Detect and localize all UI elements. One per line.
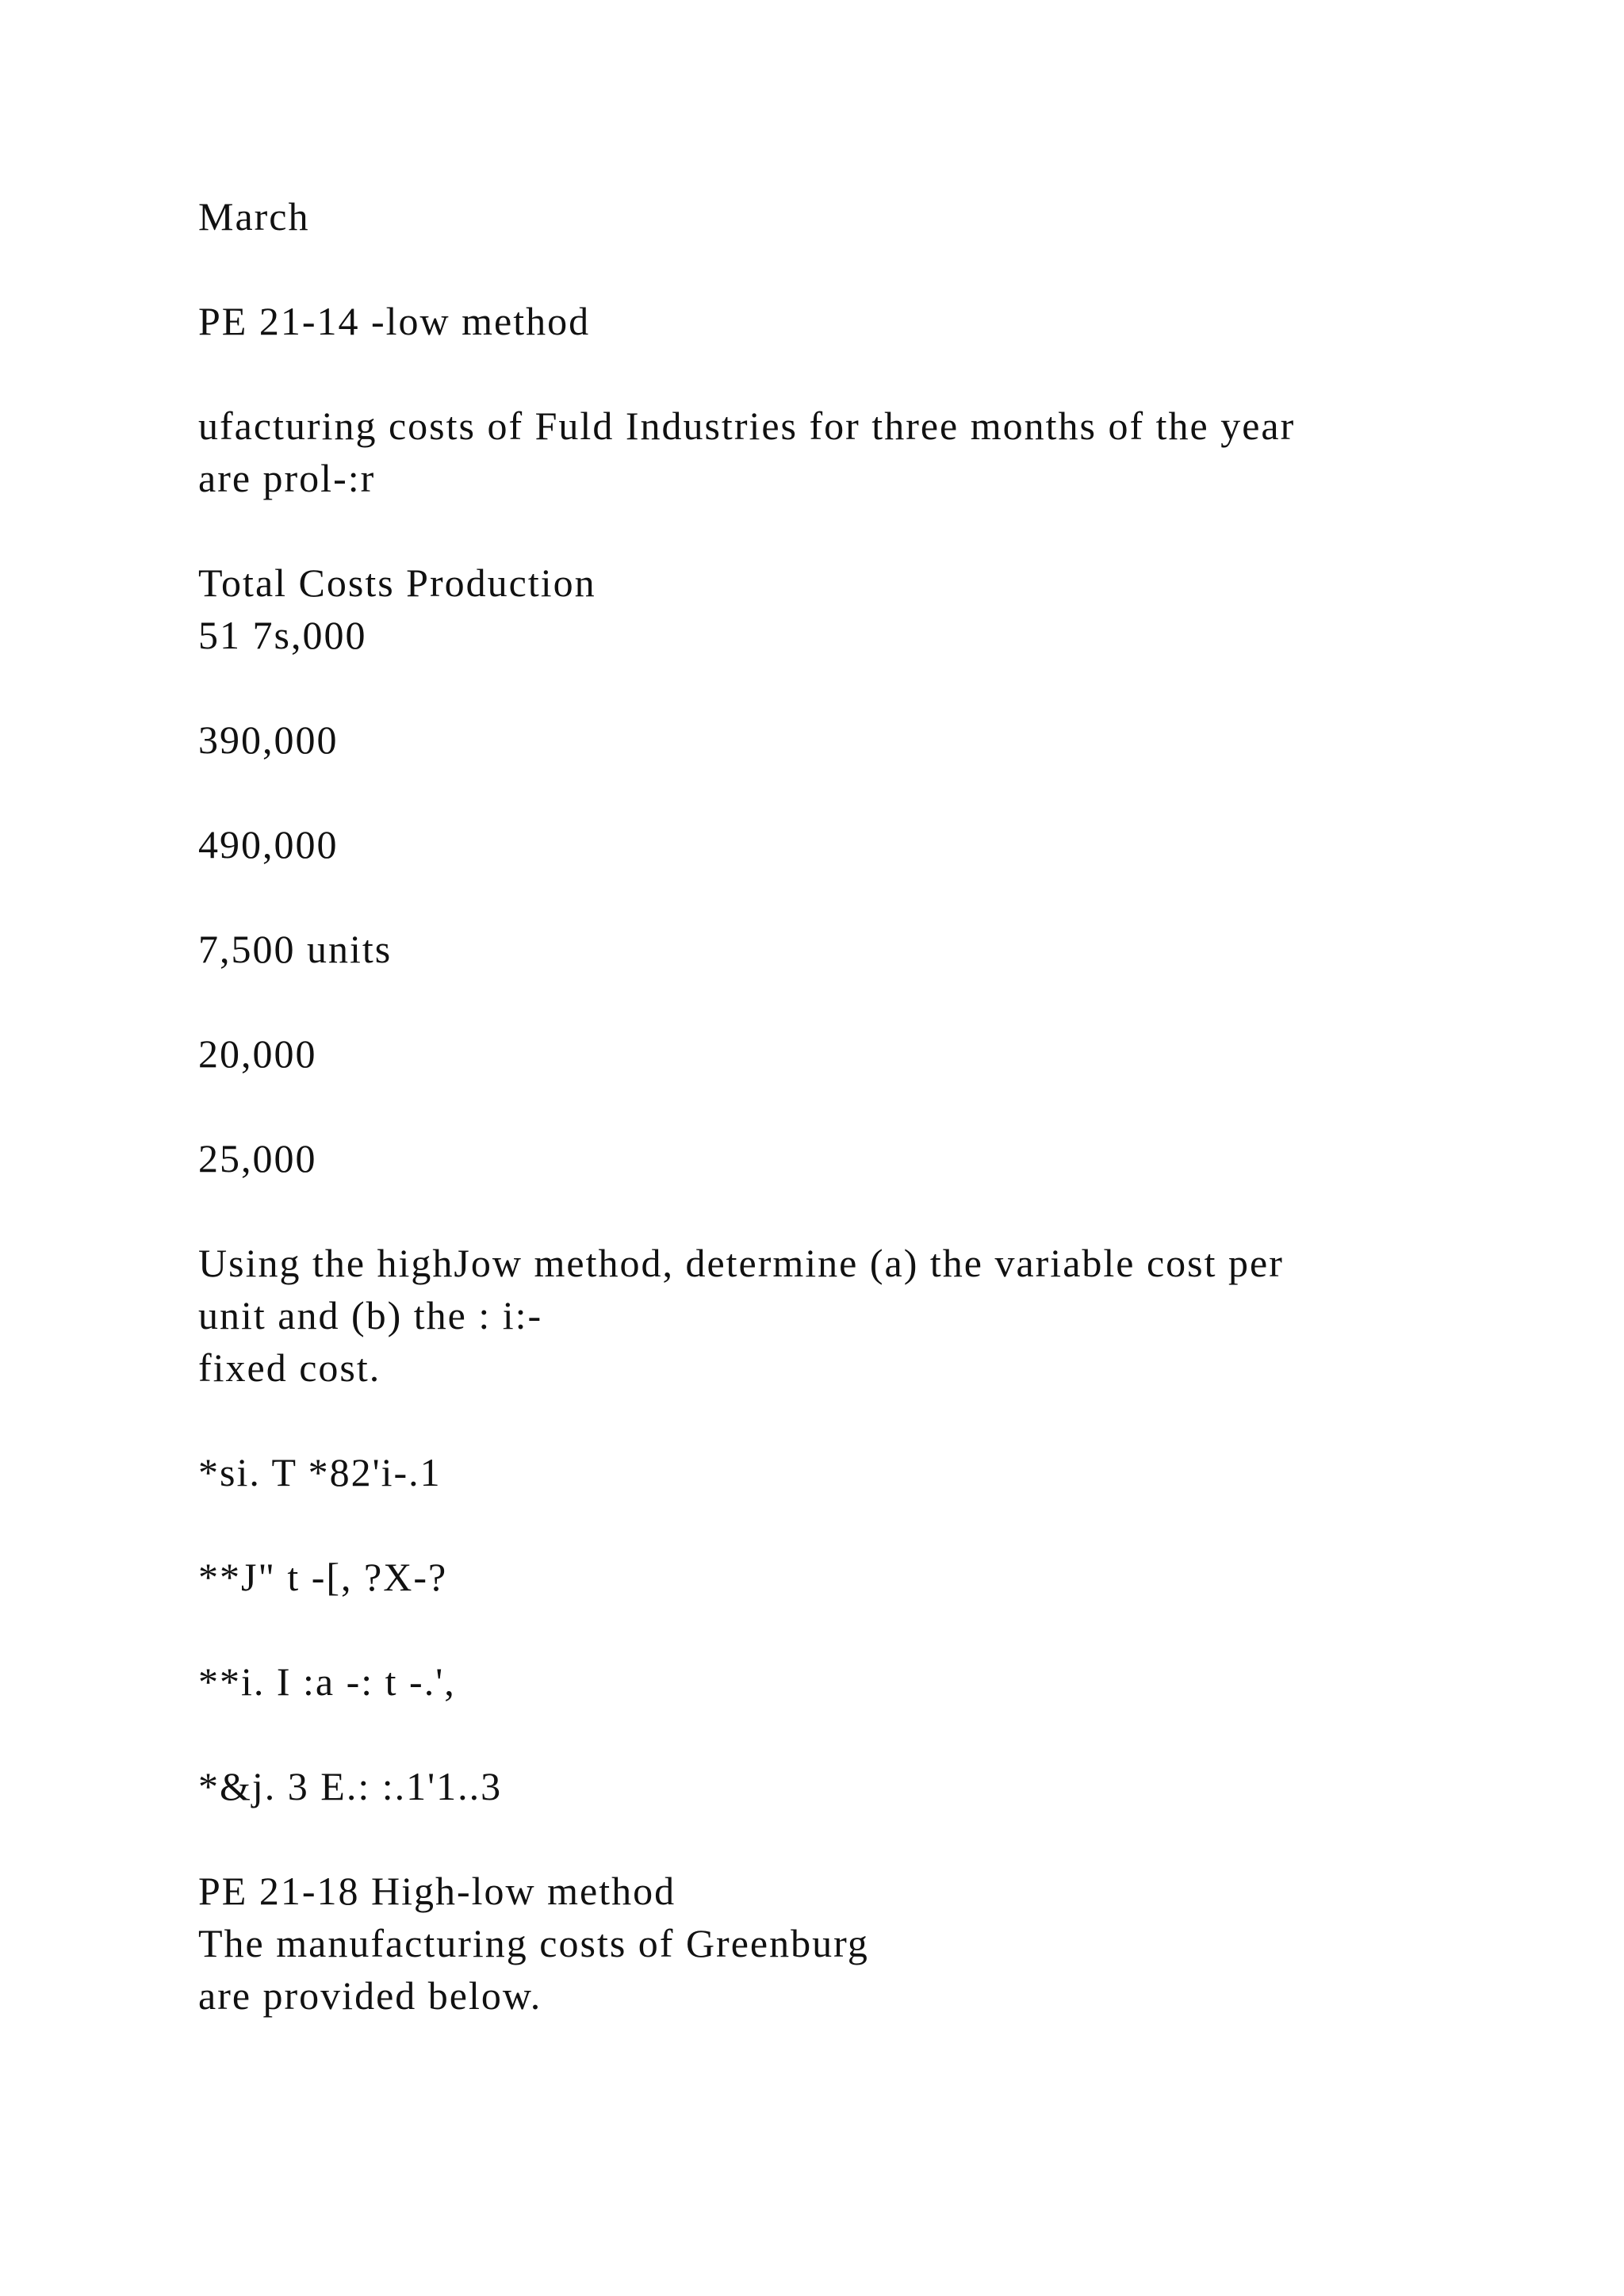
total-cost-value: 490,000	[198, 822, 339, 867]
total-cost-value: 390,000	[198, 718, 339, 762]
production-value: 7,500 units	[198, 927, 393, 971]
exercise-title-pe-21-18: PE 21-18 High-low method The manufacturing costs of Greenburg are provided below.	[198, 1869, 869, 2018]
garbled-text-line: **i. I :a -: t -.',	[198, 1659, 456, 1704]
garbled-text-line: **J" t -[, ?X-?	[198, 1555, 448, 1599]
month-heading: March	[198, 194, 310, 239]
exercise-instructions: Using the highJow method, determine (a) the variable cost per unit and (b) the : i:- fixed cost.	[198, 1241, 1284, 1390]
document-body	[198, 190, 1467, 2022]
production-value: 20,000	[198, 1031, 317, 1076]
garbled-text-line: *&j. 3 E.: :.1'1..3	[198, 1764, 503, 1808]
table-header-and-first-cost: Total Costs Production 51 7s,000	[198, 561, 596, 657]
production-value: 25,000	[198, 1136, 317, 1181]
garbled-text-line: *si. T *82'i-.1	[198, 1450, 442, 1494]
exercise-intro-text: ufacturing costs of Fuld Industries for three months of the year are prol-:r	[198, 404, 1296, 500]
exercise-title-pe-21-14: PE 21-14 -low method	[198, 299, 591, 343]
